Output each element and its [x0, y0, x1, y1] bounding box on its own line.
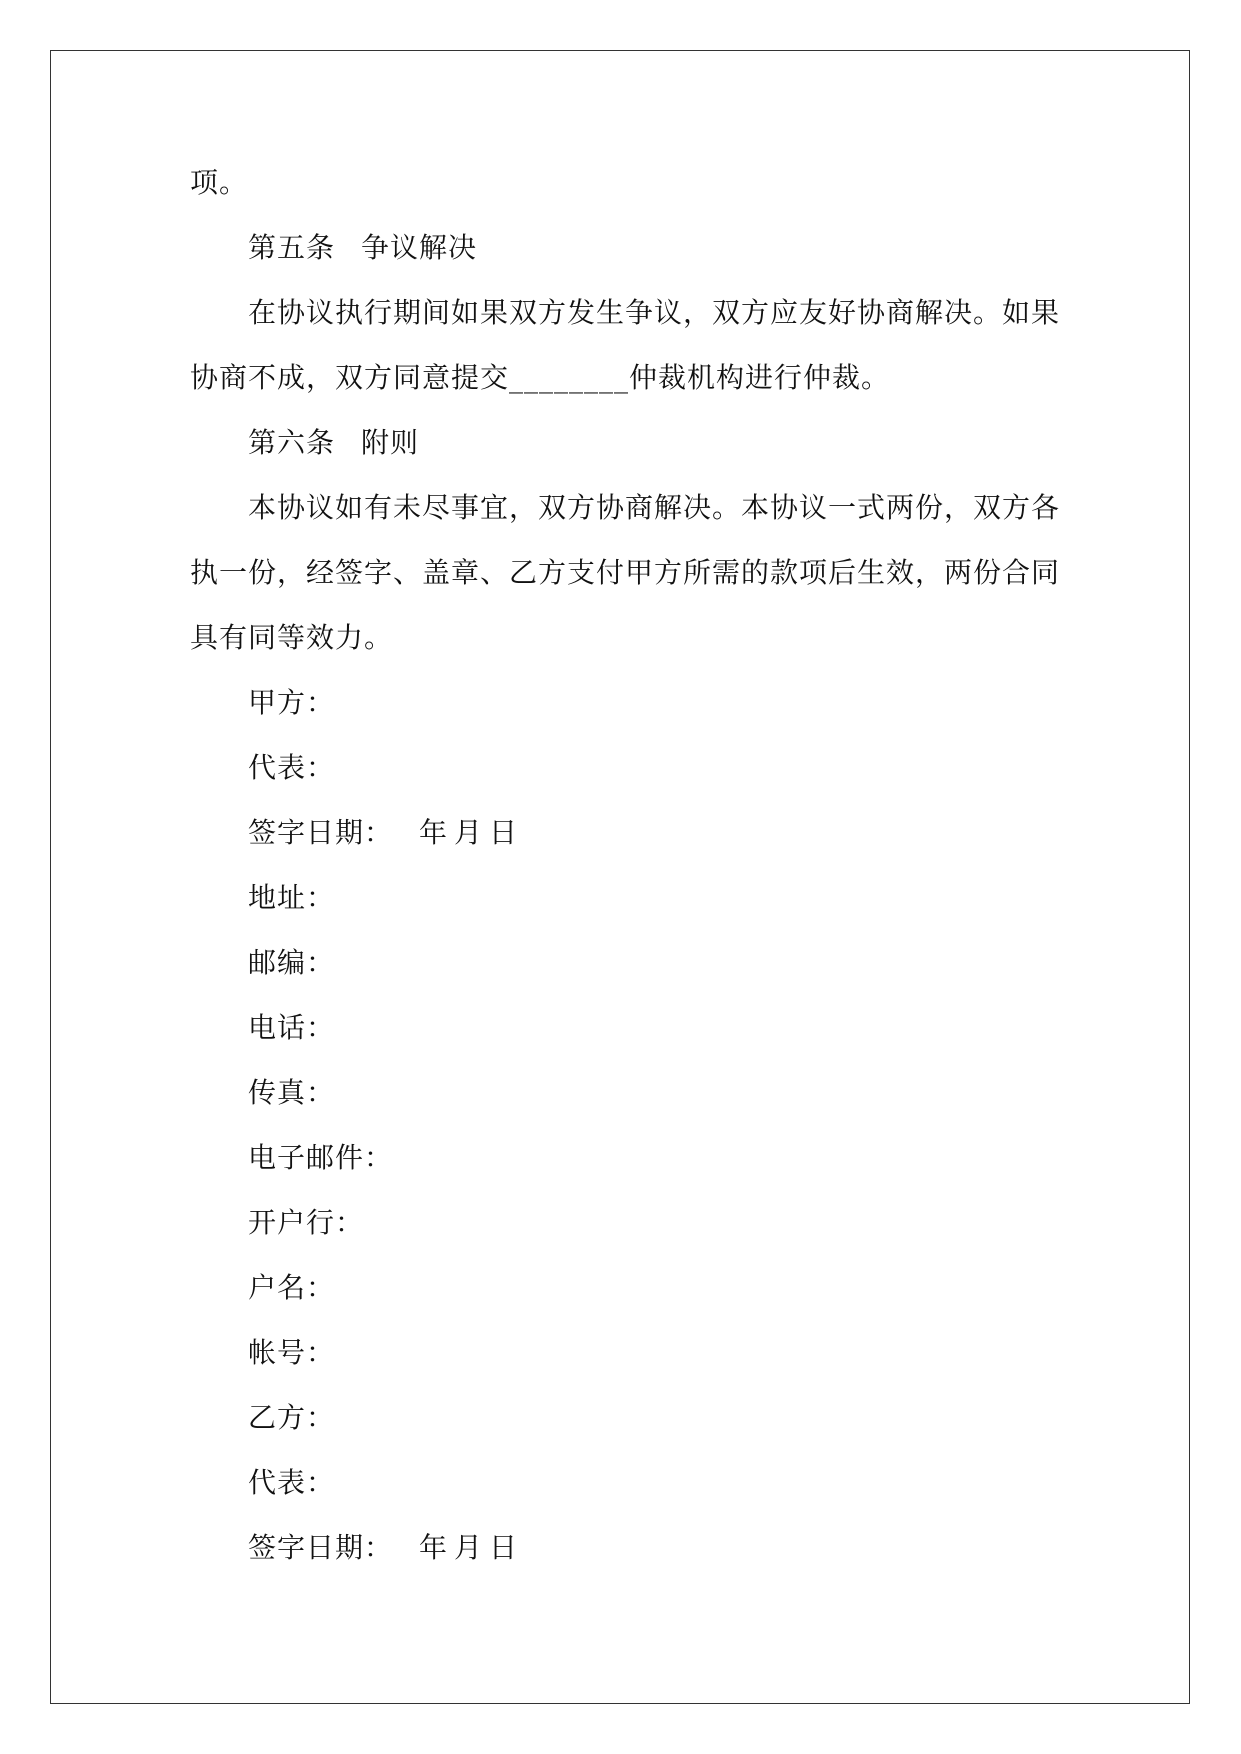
body-text: 具有同等效力。 — [190, 621, 394, 654]
article-heading-5 — [190, 215, 1060, 280]
bank-label: 开户行： — [248, 1206, 365, 1239]
year-label: 年 — [419, 816, 449, 849]
article-title: 争议解决 — [361, 231, 478, 264]
party-b-representative — [190, 1450, 1060, 1515]
party-a-phone — [190, 995, 1060, 1060]
article-number: 第五条 — [248, 231, 336, 264]
paragraph-continuation — [190, 150, 1060, 215]
party-b-sign-date — [190, 1515, 1060, 1580]
party-a-email — [190, 1125, 1060, 1190]
party-a-address — [190, 865, 1060, 930]
appendix-paragraph-line-1 — [190, 475, 1060, 540]
party-a-account-name — [190, 1255, 1060, 1320]
day-label: 日 — [489, 1531, 519, 1564]
party-a-representative — [190, 735, 1060, 800]
dispute-paragraph-line-2 — [190, 345, 1060, 410]
party-a-fax — [190, 1060, 1060, 1125]
year-label: 年 — [419, 1531, 449, 1564]
dispute-paragraph-line-1 — [190, 280, 1060, 345]
body-text: 本协议如有未尽事宜，双方协商解决。本协议一式两份，双方各 — [248, 491, 1061, 524]
sign-date-label: 签字日期： — [248, 1531, 394, 1564]
appendix-paragraph-line-2 — [190, 540, 1060, 605]
party-a-sign-date — [190, 800, 1060, 865]
document-body — [190, 150, 1060, 1580]
article-number: 第六条 — [248, 426, 336, 459]
sign-date-label: 签字日期： — [248, 816, 394, 849]
day-label: 日 — [489, 816, 519, 849]
body-text: 在协议执行期间如果双方发生争议，双方应友好协商解决。如果 — [248, 296, 1061, 329]
month-label: 月 — [454, 816, 484, 849]
phone-label: 电话： — [248, 1011, 336, 1044]
representative-label: 代表： — [248, 751, 336, 784]
article-heading-6 — [190, 410, 1060, 475]
body-text: 项。 — [190, 166, 249, 199]
article-title: 附则 — [361, 426, 420, 459]
party-a-postcode — [190, 930, 1060, 995]
fax-label: 传真： — [248, 1076, 336, 1109]
email-label: 电子邮件： — [248, 1141, 394, 1174]
party-a-label — [190, 670, 1060, 735]
party-a-bank — [190, 1190, 1060, 1255]
appendix-paragraph-line-3 — [190, 605, 1060, 670]
account-number-label: 帐号： — [248, 1336, 336, 1369]
party-b-label — [190, 1385, 1060, 1450]
party-b-text: 乙方： — [248, 1401, 336, 1434]
month-label: 月 — [454, 1531, 484, 1564]
party-a-account-number — [190, 1320, 1060, 1385]
party-a-text: 甲方： — [248, 686, 336, 719]
postcode-label: 邮编： — [248, 946, 336, 979]
body-text: 协商不成，双方同意提交________仲裁机构进行仲裁。 — [190, 361, 891, 394]
body-text: 执一份，经签字、盖章、乙方支付甲方所需的款项后生效，两份合同 — [190, 556, 1061, 589]
account-name-label: 户名： — [248, 1271, 336, 1304]
address-label: 地址： — [248, 881, 336, 914]
representative-label: 代表： — [248, 1466, 336, 1499]
